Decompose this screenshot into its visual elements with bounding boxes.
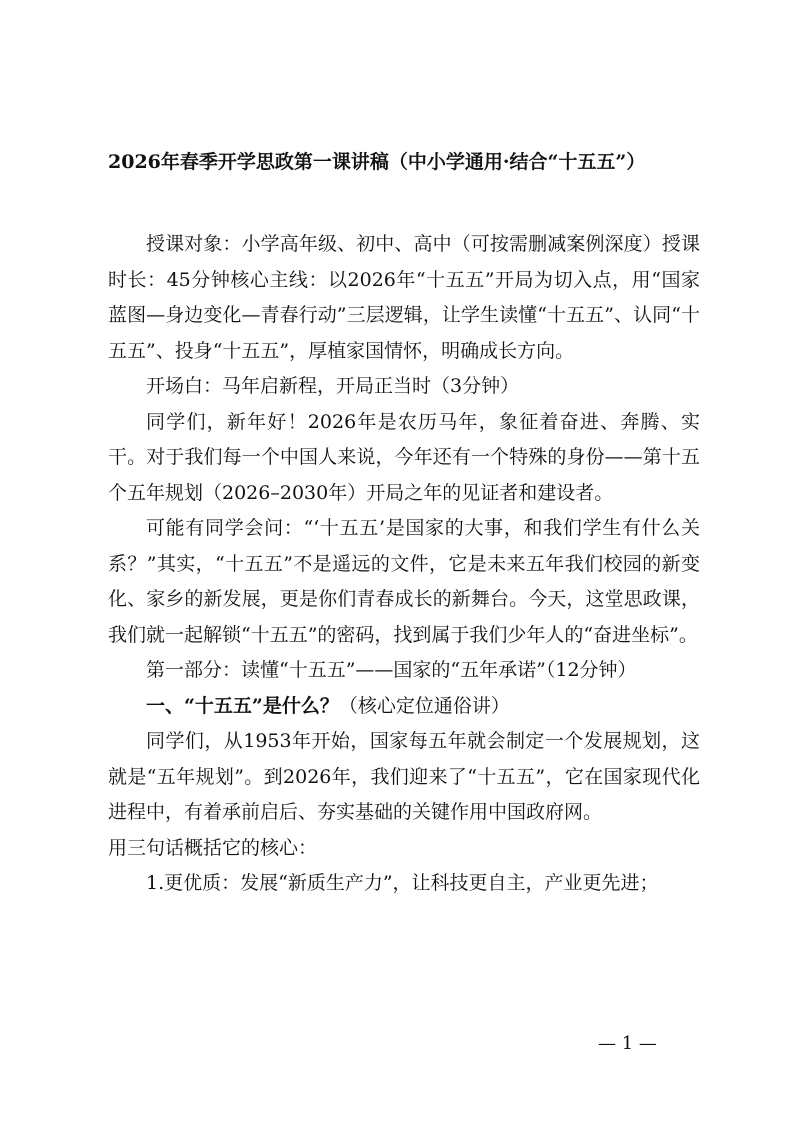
paragraph-point-one: 1.更优质：发展“新质生产力”，让科技更自主，产业更先进； — [146, 872, 659, 894]
paragraph-part-one-heading: 第一部分：读懂“十五五”——国家的“五年承诺”（12分钟） — [146, 659, 637, 681]
section-heading-note: （核心定位通俗讲） — [338, 694, 510, 717]
paragraph-course-info: 授课对象：小学高年级、初中、高中（可按需删减案例深度）授课时长：45分钟核心主线：以2026年“十五五”开局为切入点，用“国家蓝图—身边变化—青春行动”三层逻辑，让学生读懂“十五五”、认同“十五五”、投身“十五五”，厚植家国情怀，明确成长方向。 — [108, 233, 700, 362]
paragraph-five-year-plan: 同学们，从1953年开始，国家每五年就会制定一个发展规划，这就是“五年规划”。到2026年，我们迎来了“十五五”，它在国家现代化进程中，有着承前启后、夯实基础的关键作用中国政府网。 — [108, 730, 700, 823]
paragraph-new-year: 同学们，新年好！2026年是农历马年，象征着奋进、奔腾、实干。对于我们每一个中国人来说，今年还有一个特殊的身份——第十五个五年规划（2026–2030年）开局之年的见证者和建设者。 — [108, 410, 700, 504]
paragraph-summary-intro: 用三句话概括它的核心： — [108, 836, 318, 859]
section-heading-bold: 一、“十五五”是什么？ — [146, 694, 339, 717]
section-heading — [108, 689, 700, 725]
paragraph-question: 可能有同学会问：“‘十五五’是国家的大事，和我们学生有什么关系？”其实，“十五五”不是遥远的文件，它是未来五年我们校园的新变化、家乡的新发展，更是你们青春成长的新舞台。今天，这堂思政课，我们就一起解锁“十五五”的密码，找到属于我们少年人的“奋进坐标”。 — [108, 517, 700, 646]
page-number: — 1 — — [598, 1033, 657, 1054]
document-title: 2026年春季开学思政第一课讲稿（中小学通用·结合“十五五”） — [108, 151, 646, 173]
paragraph-opening-heading: 开场白：马年启新程，开局正当时（3分钟） — [146, 375, 520, 397]
document-body — [108, 227, 700, 902]
